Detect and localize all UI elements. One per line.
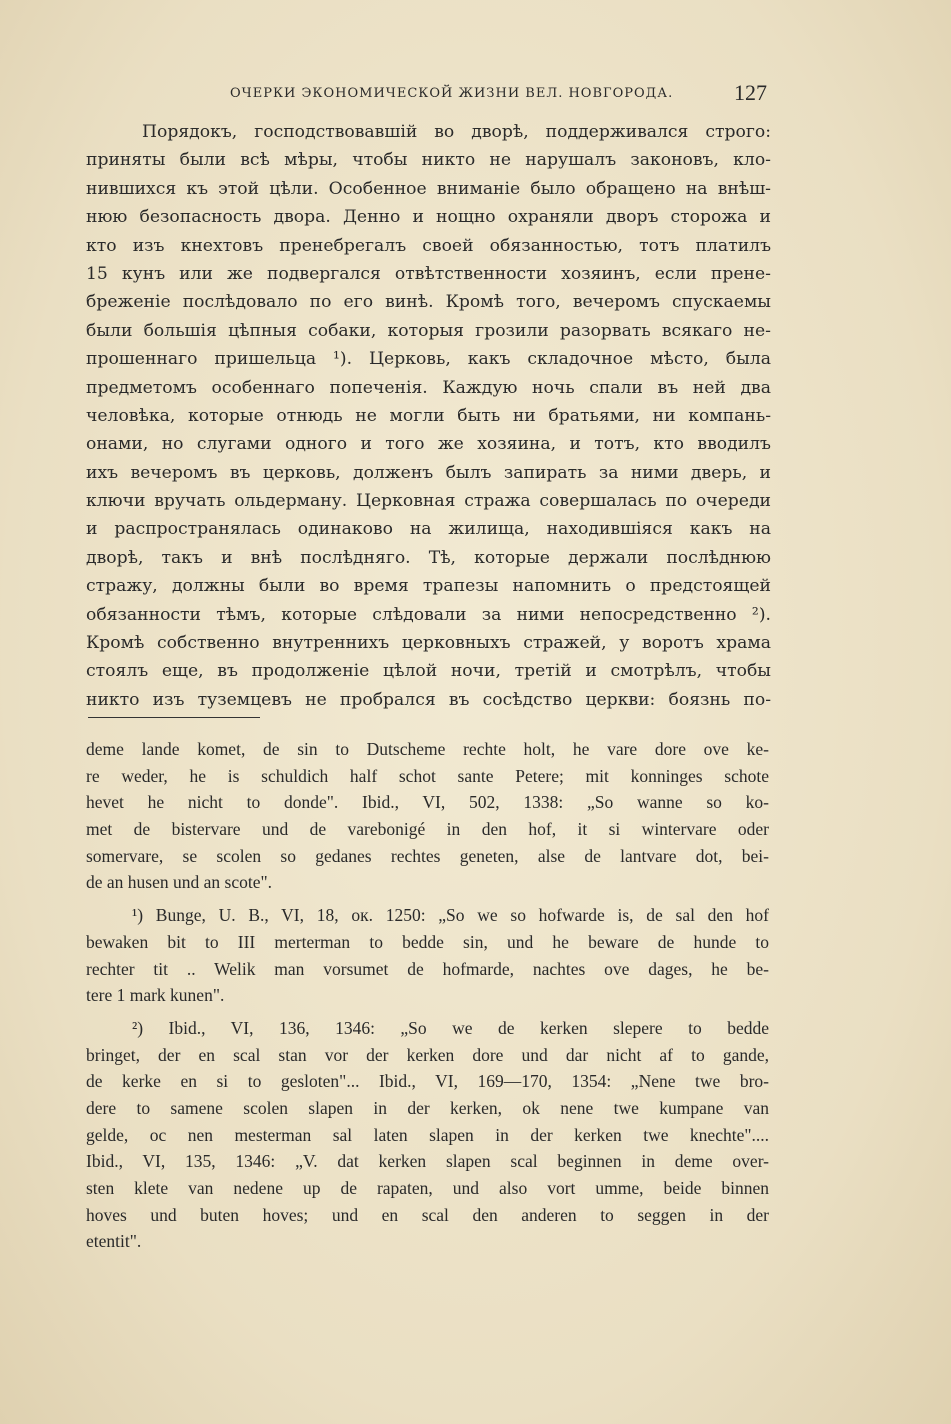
footnote-line: somervare, se scolen so gedanes rechtes geneten, alse de lantvare dot, bei- bbox=[86, 845, 769, 866]
text-line: приняты были всѣ мѣры, чтобы никто не нарушалъ законовъ, кло- bbox=[86, 150, 771, 171]
footnote-line: Ibid., VI, 135, 1346: „V. dat kerken slapen scal beginnen in deme over- bbox=[86, 1151, 769, 1172]
footnote-line: rechter tit .. Welik man vorsumet de hofmarde, nachtes ove dages, he be- bbox=[86, 958, 769, 979]
footnote-line: de kerke en si to gesloten"... Ibid., VI, 169—170, 1354: „Nene twe bro- bbox=[86, 1071, 769, 1092]
text-line: были большія цѣпныя собаки, которыя грозили разорвать всякаго не- bbox=[86, 320, 771, 341]
running-title: ОЧЕРКИ ЭКОНОМИЧЕСКОЙ ЖИЗНИ ВЕЛ. НОВГОРОДА. bbox=[230, 86, 674, 101]
text-line: кто изъ кнехтовъ пренебрегалъ своей обязанностью, тотъ платилъ bbox=[86, 235, 771, 256]
text-line: и распространялась одинаково на жилища, находившіяся какъ на bbox=[86, 519, 771, 540]
footnote-line: deme lande komet, de sin to Dutscheme rechte holt, he vare dore ove ke- bbox=[86, 739, 769, 759]
footnote-1 bbox=[86, 902, 769, 1009]
footnote-line: dere to samene scolen slapen in der kerken, ok nene twe kumpane van bbox=[86, 1097, 769, 1118]
text-line: никто изъ туземцевъ не пробрался въ сосѣдство церкви: боязнь по- bbox=[86, 689, 771, 710]
footnote-line: hoves und buten hoves; und en scal den anderen to seggen in der bbox=[86, 1204, 769, 1225]
text-line: нюю безопасность двора. Денно и нощно охраняли дворъ сторожа и bbox=[86, 207, 771, 228]
text-line: предметомъ особеннаго попеченія. Каждую ночь спали въ ней два bbox=[86, 377, 771, 398]
main-text bbox=[86, 118, 771, 714]
footnote-line: met de bistervare und de varebonigé in den hof, it si wintervare oder bbox=[86, 819, 769, 840]
text-line: Кромѣ собственно внутреннихъ церковныхъ стражей, у воротъ храма bbox=[86, 633, 771, 654]
footnote-separator bbox=[88, 717, 260, 718]
footnote-line: sten klete van nedene up de rapaten, und also vort umme, beide binnen bbox=[86, 1178, 769, 1198]
text-line: 15 кунъ или же подвергался отвѣтственности хозяинъ, если прене- bbox=[86, 263, 771, 284]
footnote-line: bewaken bit to III merterman to bedde sin, und he beware de hunde to bbox=[86, 931, 769, 952]
text-line: обязанности тѣмъ, которые слѣдовали за ними непосредственно ²). bbox=[86, 604, 771, 625]
text-line: ключи вручать ольдерману. Церковная стража совершалась по очереди bbox=[86, 491, 771, 512]
page-number: 127 bbox=[734, 80, 767, 105]
footnote-2 bbox=[86, 1015, 769, 1255]
footnote-line: ²) Ibid., VI, 136, 1346: „So we de kerken slepere to bedde bbox=[132, 1017, 769, 1038]
text-line: прошеннаго пришельца ¹). Церковь, какъ складочное мѣсто, была bbox=[86, 349, 771, 370]
footnote-line: gelde, oc nen mesterman sal laten slapen in der kerken twe knechte".... bbox=[86, 1124, 769, 1145]
footnote-line: tere 1 mark kunen". bbox=[86, 985, 225, 1006]
footnotes bbox=[86, 736, 769, 1255]
footnote-line: de an husen und an scote". bbox=[86, 872, 272, 893]
text-line: бреженіе послѣдовало по его винѣ. Кромѣ того, вечеромъ спускаемы bbox=[86, 292, 771, 313]
footnote-line: ¹) Bunge, U. B., VI, 18, ок. 1250: „So we so hofwarde is, de sal den hof bbox=[132, 905, 769, 926]
text-line: стражу, должны были во время трапезы напомнить о предстоящей bbox=[86, 576, 771, 597]
footnote-line: etentit". bbox=[86, 1231, 142, 1252]
footnote-continuation bbox=[86, 736, 769, 896]
page-header bbox=[230, 80, 775, 110]
text-line: ихъ вечеромъ въ церковь, долженъ былъ запирать за ними дверь, и bbox=[86, 462, 771, 483]
footnote-line: re weder, he is schuldich half schot sante Petere; mit konninges schote bbox=[86, 765, 769, 786]
footnote-line: bringet, der en scal stan vor der kerken dore und dar nicht af to gande, bbox=[86, 1044, 769, 1065]
text-line: онами, но слугами одного и того же хозяина, и тотъ, кто вводилъ bbox=[86, 434, 771, 455]
text-line: дворѣ, такъ и внѣ послѣдняго. Тѣ, которые держали послѣднюю bbox=[86, 547, 771, 568]
text-line: человѣка, которые отнюдь не могли быть ни братьями, ни компань- bbox=[86, 405, 771, 426]
text-line: нившихся къ этой цѣли. Особенное вниманіе было обращено на внѣш- bbox=[86, 178, 771, 199]
text-line: стоялъ еще, въ продолженіе цѣлой ночи, третій и смотрѣлъ, чтобы bbox=[86, 661, 771, 682]
text-line: Порядокъ, господствовавшій во дворѣ, поддерживался строго: bbox=[142, 122, 771, 142]
footnote-line: hevet he nicht to donde". Ibid., VI, 502, 1338: „So wanne so ko- bbox=[86, 792, 769, 813]
